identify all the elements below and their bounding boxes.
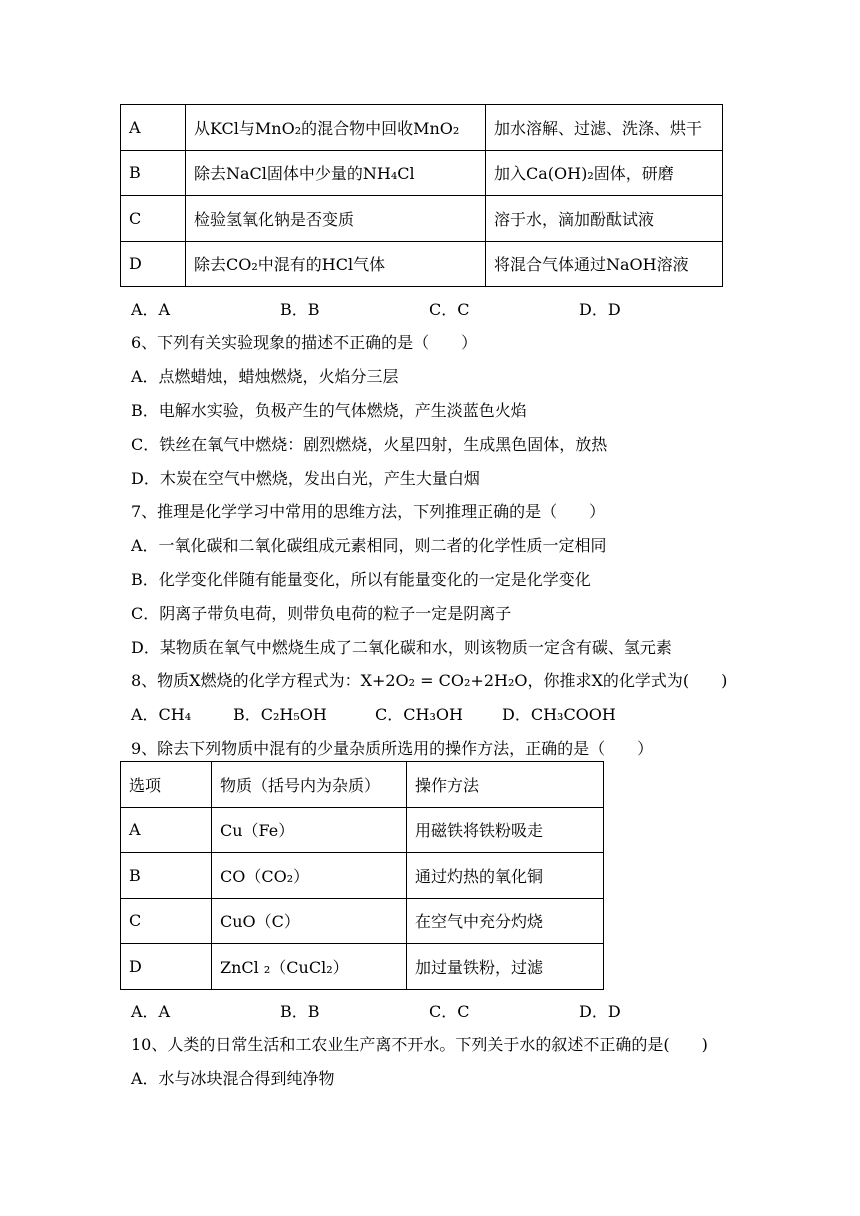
table-cell: A bbox=[121, 105, 186, 151]
option-d[interactable]: D．CH₃COOH bbox=[502, 705, 616, 724]
q7-option-a[interactable]: A．一氧化碳和二氧化碳组成元素相同，则二者的化学性质一定相同 bbox=[131, 536, 607, 555]
option-a[interactable]: A．A bbox=[131, 1002, 171, 1021]
option-b[interactable]: B．B bbox=[280, 300, 320, 319]
option-c[interactable]: C．C bbox=[429, 300, 470, 319]
table-cell: 加过量铁粉，过滤 bbox=[407, 944, 604, 990]
option-a[interactable]: A．CH₄ bbox=[131, 705, 192, 724]
q6-stem: 6、下列有关实验现象的描述不正确的是（ ） bbox=[131, 333, 478, 352]
table-cell: 加入Ca(OH)₂固体，研磨 bbox=[486, 150, 723, 196]
option-c[interactable]: C．C bbox=[429, 1002, 470, 1021]
q6-option-a[interactable]: A．点燃蜡烛，蜡烛燃烧，火焰分三层 bbox=[131, 367, 399, 386]
option-d[interactable]: D．D bbox=[579, 1002, 621, 1021]
q6-option-c[interactable]: C．铁丝在氧气中燃烧：剧烈燃烧，火星四射，生成黑色固体，放热 bbox=[131, 435, 608, 454]
table-row bbox=[121, 898, 604, 944]
table-cell: A bbox=[121, 807, 212, 853]
q5-table bbox=[120, 104, 723, 287]
table-header: 物质（括号内为杂质） bbox=[212, 762, 407, 808]
q6-option-d[interactable]: D．木炭在空气中燃烧，发出白光，产生大量白烟 bbox=[131, 469, 480, 488]
option-a[interactable]: A．A bbox=[131, 300, 171, 319]
table-cell: CO（CO₂） bbox=[212, 853, 407, 899]
q7-option-c[interactable]: C．阴离子带负电荷，则带负电荷的粒子一定是阴离子 bbox=[131, 604, 512, 623]
table-cell: ZnCl ₂（CuCl₂） bbox=[212, 944, 407, 990]
table-cell: 在空气中充分灼烧 bbox=[407, 898, 604, 944]
table-cell: 溶于水，滴加酚酞试液 bbox=[486, 196, 723, 242]
table-cell: 除去CO₂中混有的HCl气体 bbox=[186, 241, 486, 287]
table-cell: B bbox=[121, 853, 212, 899]
table-row bbox=[121, 150, 723, 196]
option-c[interactable]: C．CH₃OH bbox=[375, 705, 463, 724]
q9-table bbox=[120, 761, 604, 990]
q7-option-b[interactable]: B．化学变化伴随有能量变化，所以有能量变化的一定是化学变化 bbox=[131, 570, 591, 589]
table-cell: 从KCl与MnO₂的混合物中回收MnO₂ bbox=[186, 105, 486, 151]
table-cell: 检验氢氧化钠是否变质 bbox=[186, 196, 486, 242]
table-cell: B bbox=[121, 150, 186, 196]
table-row bbox=[121, 105, 723, 151]
table-row bbox=[121, 807, 604, 853]
table-cell: 除去NaCl固体中少量的NH₄Cl bbox=[186, 150, 486, 196]
q7-stem: 7、推理是化学学习中常用的思维方法，下列推理正确的是（ ） bbox=[131, 502, 606, 521]
q6-option-b[interactable]: B．电解水实验，负极产生的气体燃烧，产生淡蓝色火焰 bbox=[131, 401, 527, 420]
q7-option-d[interactable]: D．某物质在氧气中燃烧生成了二氧化碳和水，则该物质一定含有碳、氢元素 bbox=[131, 638, 672, 657]
table-cell: C bbox=[121, 898, 212, 944]
q10-stem: 10、人类的日常生活和工农业生产离不开水。下列关于水的叙述不正确的是( ) bbox=[131, 1035, 708, 1054]
table-cell: D bbox=[121, 241, 186, 287]
table-cell: D bbox=[121, 944, 212, 990]
table-cell: 加水溶解、过滤、洗涤、烘干 bbox=[486, 105, 723, 151]
table-header: 选项 bbox=[121, 762, 212, 808]
table-row bbox=[121, 944, 604, 990]
option-b[interactable]: B．B bbox=[280, 1002, 320, 1021]
table-row bbox=[121, 853, 604, 899]
table-cell: CuO（C） bbox=[212, 898, 407, 944]
q8-stem: 8、物质X燃烧的化学方程式为：X+2O₂ = CO₂+2H₂O，你推求X的化学式为( ) bbox=[131, 671, 728, 690]
table-header-row bbox=[121, 762, 604, 808]
q9-stem: 9、除去下列物质中混有的少量杂质所选用的操作方法，正确的是（ ） bbox=[131, 739, 654, 758]
table-cell: 通过灼热的氧化铜 bbox=[407, 853, 604, 899]
q10-option-a[interactable]: A．水与冰块混合得到纯净物 bbox=[131, 1069, 335, 1088]
table-cell: Cu（Fe） bbox=[212, 807, 407, 853]
table-cell: C bbox=[121, 196, 186, 242]
option-d[interactable]: D．D bbox=[579, 300, 621, 319]
option-b[interactable]: B．C₂H₅OH bbox=[233, 705, 327, 724]
table-row bbox=[121, 241, 723, 287]
table-header: 操作方法 bbox=[407, 762, 604, 808]
table-cell: 将混合气体通过NaOH溶液 bbox=[486, 241, 723, 287]
table-cell: 用磁铁将铁粉吸走 bbox=[407, 807, 604, 853]
table-row bbox=[121, 196, 723, 242]
